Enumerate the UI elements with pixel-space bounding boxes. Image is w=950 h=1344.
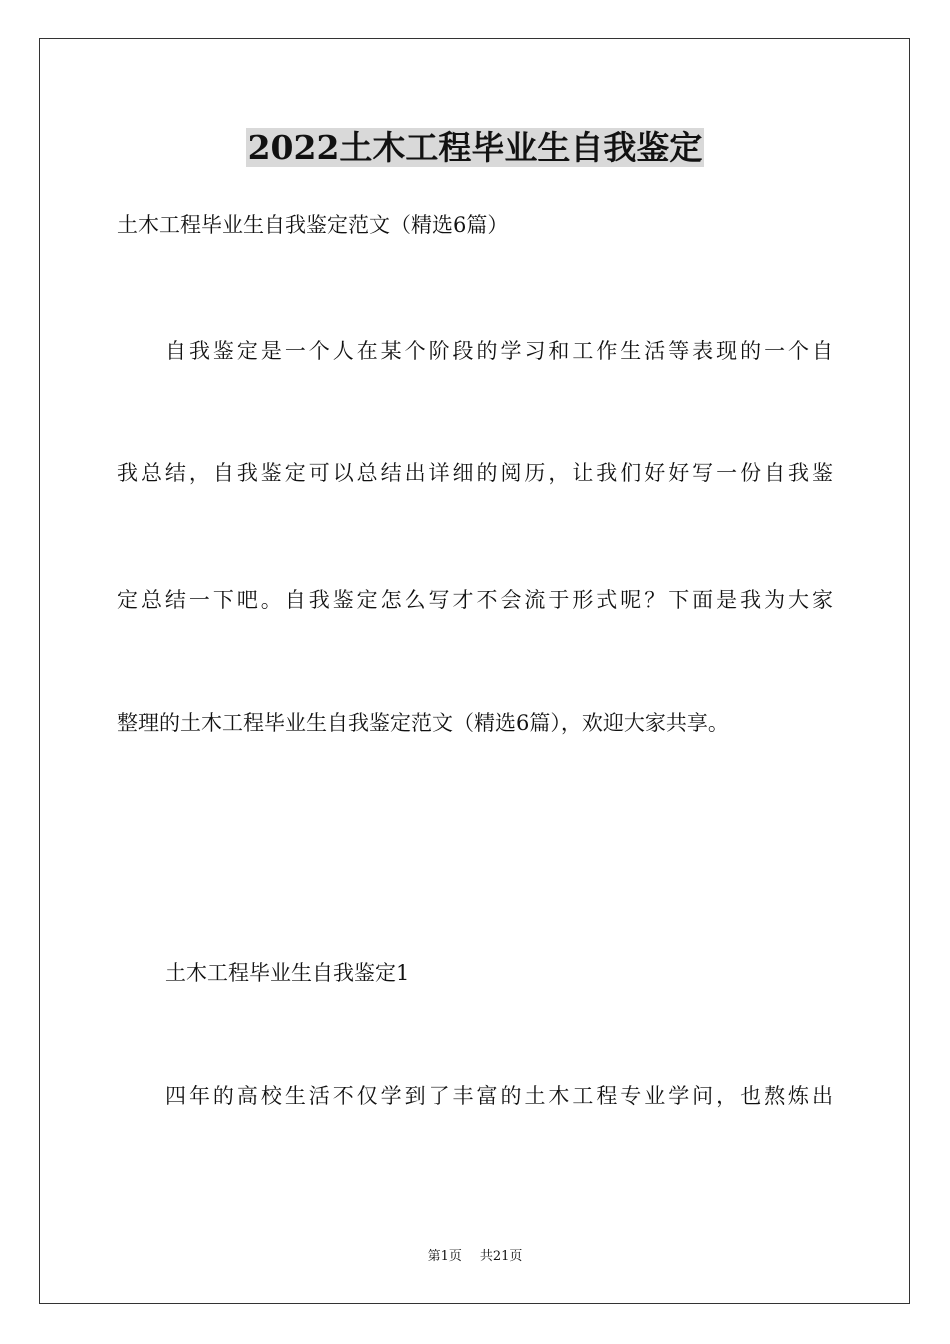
- section-heading: 土木工程毕业生自我鉴定1: [165, 961, 410, 985]
- page-total: 共21页: [479, 1249, 523, 1264]
- page-footer: [0, 1248, 950, 1266]
- document-title-text: 2022土木工程毕业生自我鉴定: [247, 128, 703, 167]
- intro-line-1: 自我鉴定是一个人在某个阶段的学习和工作生活等表现的一个自: [165, 339, 833, 363]
- page-number: 第1页: [427, 1249, 462, 1264]
- intro-line-2: 我总结，自我鉴定可以总结出详细的阅历，让我们好好写一份自我鉴: [117, 461, 833, 485]
- intro-line-4: 整理的土木工程毕业生自我鉴定范文（精选6篇），欢迎大家共享。: [117, 711, 729, 735]
- body-line-1: 四年的高校生活不仅学到了丰富的土木工程专业学问，也熬炼出: [165, 1084, 833, 1108]
- document-subtitle: 土木工程毕业生自我鉴定范文（精选6篇）: [117, 213, 509, 237]
- document-title: [0, 126, 950, 170]
- intro-line-3: 定总结一下吧。自我鉴定怎么写才不会流于形式呢？下面是我为大家: [117, 588, 833, 612]
